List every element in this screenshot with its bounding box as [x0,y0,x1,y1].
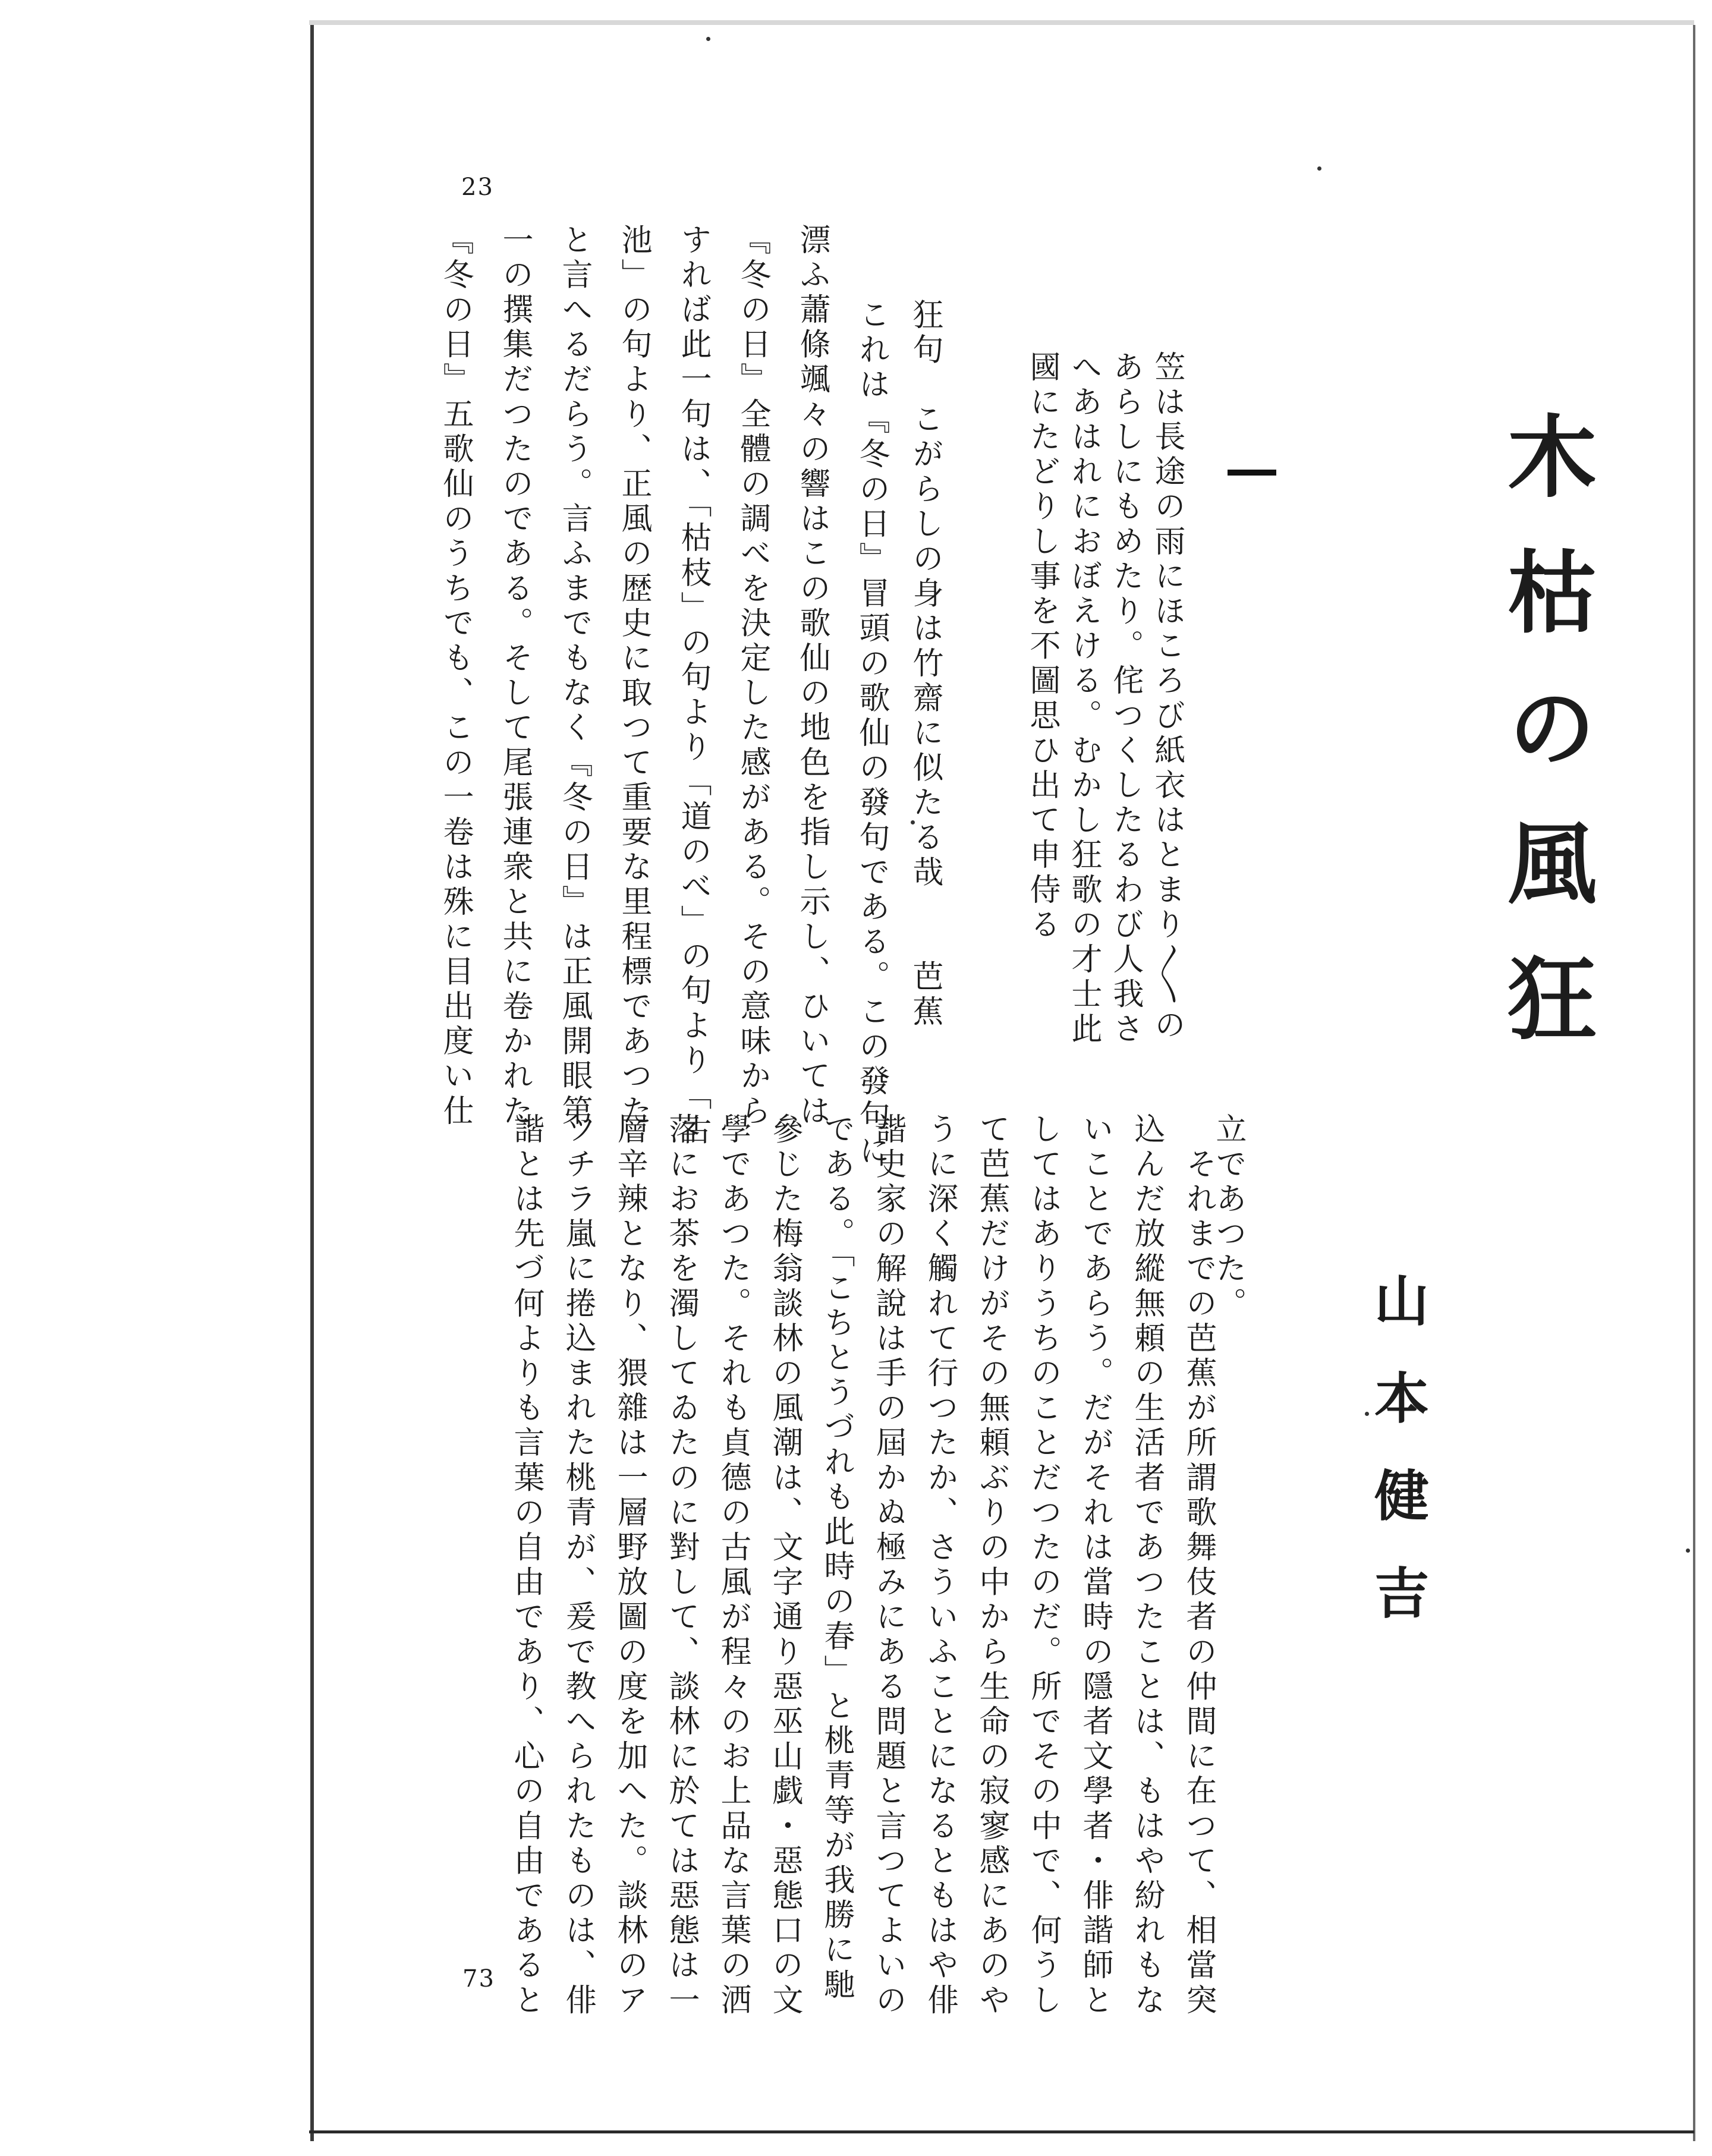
section-number-mark [1228,470,1276,476]
author-name: 山本健吉 [1365,1272,1430,1662]
scan-speck [706,37,710,41]
body-line: 一の撰集だつたのである。そして尾張連衆と共に卷かれた [497,224,533,1129]
body-line: 立であつた。 [1210,1113,1246,1322]
page-number-bottom: 73 [462,1965,495,1993]
body-line: 諧史家の解說は手の屆かぬ極みにある問題と言つてよいの [870,1113,906,2019]
article-title: 木枯の風狂 [1492,410,1597,1088]
body-line: 諧とは先づ何よりも言葉の自由であり、心の自由であると [508,1113,544,2019]
body-line: て芭蕉だけがその無頼ぶりの中から生命の寂寥感にあのや [974,1113,1009,2019]
body-line: 層辛辣となり、猥雜は一層野放圖の度を加へた。談林のア [612,1113,647,2019]
quote-line: あらしにもめたり。侘つくしたるわび人我さ [1107,351,1143,1047]
scan-speck [1686,1548,1690,1553]
body-line: と言へるだらう。言ふまでもなく『冬の日』は正風開眼第 [556,224,592,1129]
scan-speck [1317,166,1321,171]
scan-left-edge [310,25,314,2141]
scan-top-edge [309,20,1694,25]
body-line: 『冬の日』全體の調べを決定した感がある。その意味から [735,224,770,1129]
body-line: 込んだ放縱無頼の生活者であつたことは、もはや紛れもな [1129,1113,1165,2019]
body-line: 落にお茶を濁してゐたのに對して、談林に於ては惡態は一 [663,1113,699,2019]
body-line: 漂ふ蕭條颯々の響はこの歌仙の地色を指し示し、ひいては [794,224,830,1129]
page-number-top: 23 [461,174,494,201]
verse-line: 狂句 こがらしの身は竹齋に似たる哉 芭蕉 [907,298,943,1030]
body-line: うに深く觸れて行つたか、さういふことになるともはや俳 [922,1113,958,2019]
body-line: すれば此一句は、「枯枝」の句より「道のべ」の句より「古 [675,224,711,1149]
quote-line: 笠は長途の雨にほころび紙衣はとまり〳〵の [1149,351,1185,1044]
quote-line: へあはれにおぼえける。むかし狂歌の才士此 [1066,351,1102,1047]
body-line: ツチラ嵐に捲込まれた桃青が、爰で教へられたものは、俳 [560,1113,596,2019]
scan-bottom-edge [309,2130,1694,2133]
body-line: してはありうちのことだつたのだ。所でその中で、何うし [1025,1113,1061,2019]
body-line: 『冬の日』五歌仙のうちでも、この一卷は殊に目出度い仕 [438,224,473,1129]
body-line: である。「こちとうづれも此時の春」と桃青等が我勝に馳 [819,1113,854,2003]
body-line: 學であつた。それも貞德の古風が程々のお上品な言葉の洒 [715,1113,751,2019]
quote-line: 國にたどりし事を不圖思ひ出て申侍る [1024,351,1060,943]
body-line: 參じた梅翁談林の風潮は、文字通り惡巫山戯・惡態口の文 [767,1113,802,2019]
scan-right-edge [1693,25,1695,2141]
body-line: いことであらう。だがそれは當時の隱者文學者・俳諧師と [1077,1113,1113,2019]
body-line: それまでの芭蕉が所謂歌舞伎者の仲間に在つて、相當突 [1181,1113,1216,2019]
body-line: これは『冬の日』冒頭の歌仙の發句である。この發句に [854,298,889,1169]
body-line: 池」の句より、正風の歴史に取つて重要な里程標であつた [616,224,652,1129]
